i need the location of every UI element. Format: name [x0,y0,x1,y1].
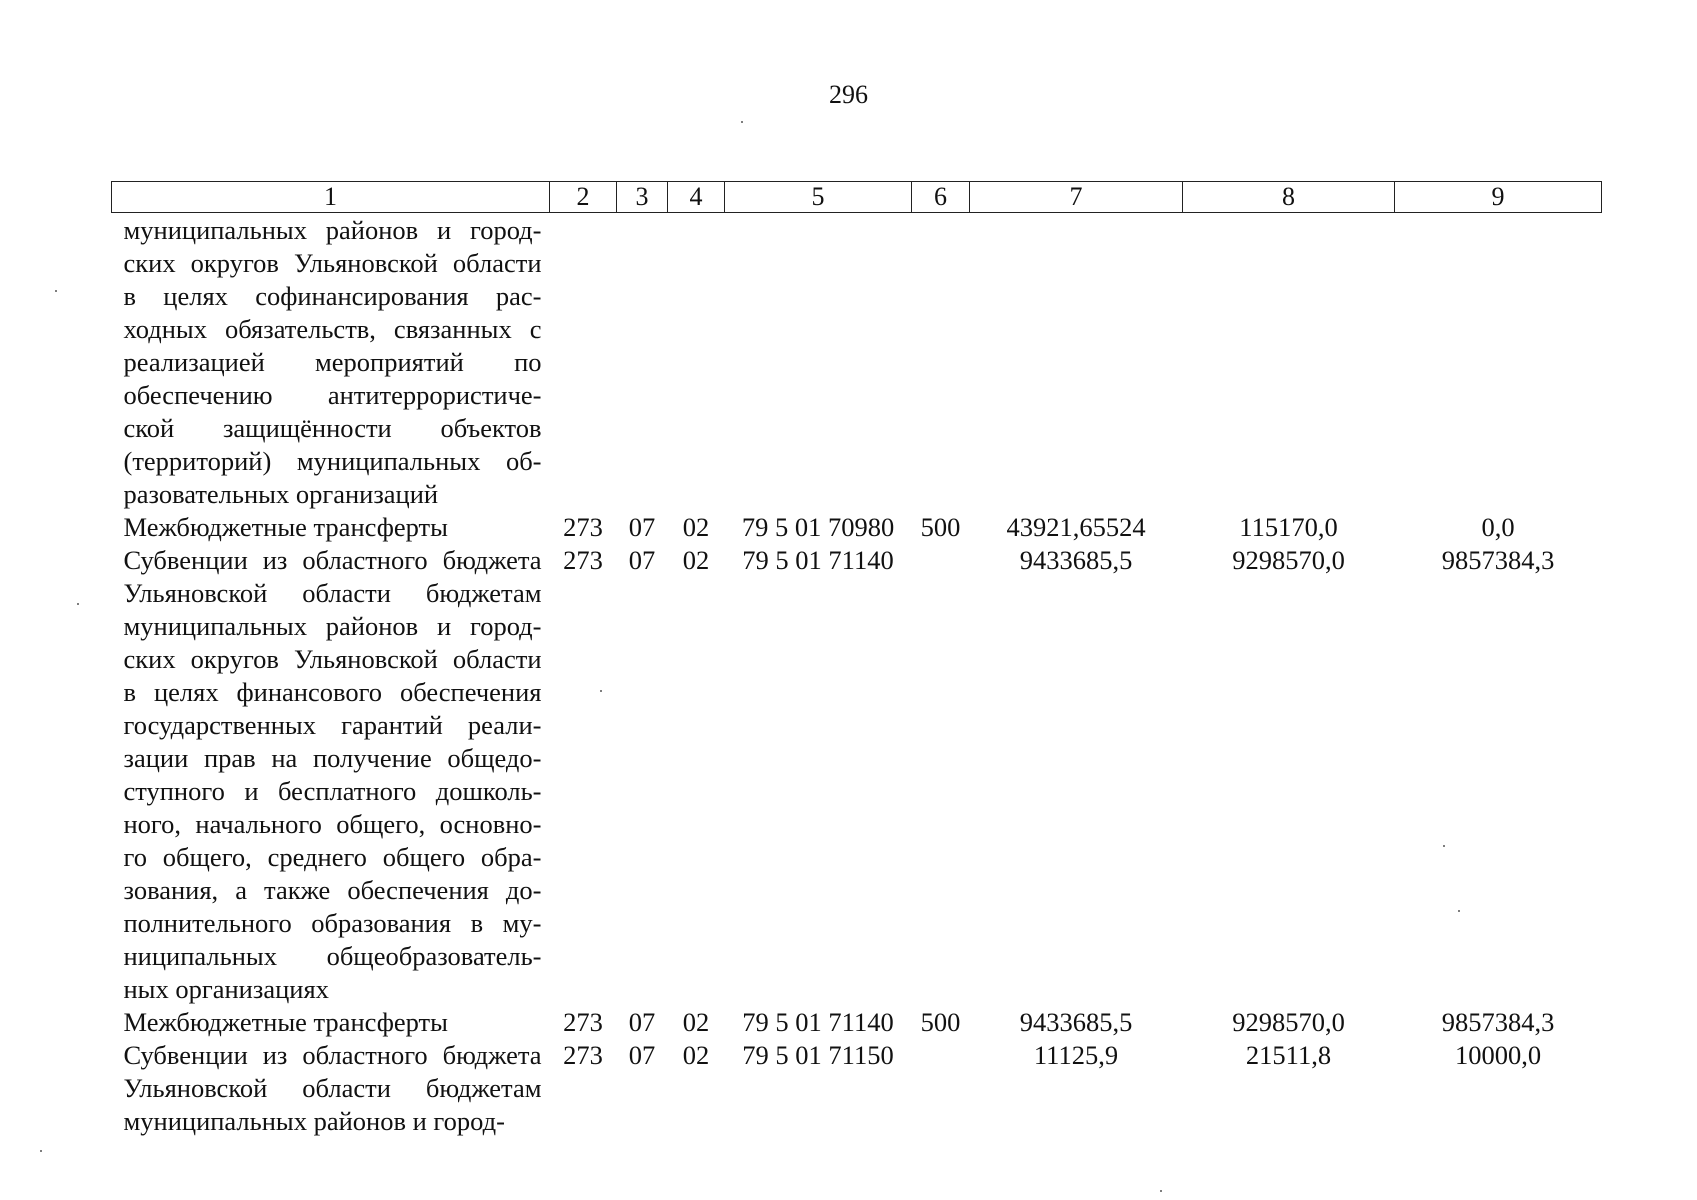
cell-col-9 [1395,213,1602,512]
cell-col-6 [912,544,970,1006]
row-description [112,213,550,512]
description-line: муниципальных районов и город- [123,1106,505,1136]
cell-col-4 [668,213,725,512]
description-line: Ульяновской области бюджетам [123,578,542,608]
row-description [112,1006,550,1039]
col-header-6: 6 [912,182,970,213]
cell-col-8 [1183,213,1395,512]
cell-col-2: 273 [563,1040,603,1070]
description-line: ходных обязательств, связанных с [123,314,542,344]
cell-col-6 [912,213,970,512]
scan-speck [55,290,57,292]
cell-col-4: 02 [682,545,710,575]
cell-col-5: 79 5 01 71140 [742,545,894,575]
row-description [112,544,550,1006]
cell-col-5: 79 5 01 70980 [741,512,895,542]
description-line: полнительного образования в му- [123,908,542,938]
col-header-3: 3 [617,182,668,213]
scan-speck [77,603,79,605]
col-header-7: 7 [970,182,1183,213]
table-header [112,182,1602,213]
description-line: муниципальных районов и город- [123,611,542,641]
page-number: 296 [829,80,868,109]
cell-col-2 [550,213,617,512]
cell-col-7 [970,213,1183,512]
description-line: ской защищённости объектов [123,413,542,443]
description-line: в целях софинансирования рас- [123,281,542,311]
cell-col-9: 9857384,3 [1441,1007,1555,1037]
col-header-8: 8 [1183,182,1395,213]
scan-speck [600,690,602,692]
col-header-4: 4 [668,182,725,213]
cell-col-4: 02 [682,1007,710,1037]
col-header-1: 1 [112,182,550,213]
cell-col-6: 500 [920,512,961,542]
table-body [112,213,1602,1139]
description-line: разовательных организаций [123,479,439,509]
cell-col-2: 273 [563,545,603,575]
scan-speck [40,1150,42,1152]
description-line: ного, начального общего, основно- [123,809,542,839]
cell-col-5 [725,213,912,512]
description-line: Межбюджетные трансферты [123,1007,448,1037]
description-line: обеспечению антитеррористиче- [123,380,542,410]
description-line: Межбюджетные трансферты [123,512,448,542]
description-line: государственных гарантий реали- [123,710,542,740]
cell-col-8: 9298570,0 [1232,545,1345,575]
description-line: ских округов Ульяновской области [123,644,542,674]
col-header-2: 2 [550,182,617,213]
cell-col-7: 9433685,5 [1019,545,1133,575]
scan-speck [1443,845,1445,847]
description-line: ступного и бесплатного дошколь- [123,776,542,806]
cell-col-8: 115170,0 [1239,512,1338,542]
cell-col-9: 10000,0 [1454,1040,1542,1070]
cell-col-3: 07 [628,1040,656,1070]
cell-col-8: 21511,8 [1245,1040,1332,1070]
scan-speck [741,121,743,123]
description-line: (территорий) муниципальных об- [123,446,542,476]
description-line: Ульяновской области бюджетам [123,1073,542,1103]
description-line: го общего, среднего общего обра- [123,842,542,872]
table-row-continuation [112,213,1602,512]
cell-col-7: 9433685,5 [1019,1007,1133,1037]
cell-col-5: 79 5 01 71140 [742,1007,894,1037]
table-row [112,511,1602,544]
cell-col-3: 07 [628,512,656,542]
row-description [112,511,550,544]
cell-col-8: 9298570,0 [1232,1007,1345,1037]
cell-col-4: 02 [682,1040,710,1070]
cell-col-6 [912,1039,970,1138]
cell-col-2: 273 [563,1007,603,1037]
description-line: ниципальных общеобразователь- [123,941,542,971]
scan-speck [1458,910,1460,912]
description-line: ских округов Ульяновской области [123,248,542,278]
cell-col-7: 11125,9 [1033,1040,1119,1070]
scan-speck [1160,1190,1162,1192]
cell-col-4: 02 [682,512,710,542]
column-number-row [112,182,1602,213]
cell-col-9: 0,0 [1481,512,1515,542]
description-line: в целях финансового обеспечения [123,677,542,707]
col-header-5: 5 [725,182,912,213]
cell-col-7: 43921,65524 [1006,512,1146,542]
description-line: зования, а также обеспечения до- [123,875,542,905]
cell-col-5: 79 5 01 71150 [742,1040,894,1070]
cell-col-3: 07 [628,545,656,575]
row-description [112,1039,550,1138]
col-header-9: 9 [1395,182,1602,213]
budget-table [111,181,1602,1138]
table-row [112,1006,1602,1039]
cell-col-3: 07 [628,1007,656,1037]
description-line: муниципальных районов и город- [123,215,542,245]
description-line: зации прав на получение общедо- [123,743,542,773]
description-line: ных организациях [123,974,329,1004]
table-row [112,1039,1602,1138]
description-line: Субвенции из областного бюджета [123,1040,542,1070]
cell-col-3 [617,213,668,512]
cell-col-2: 273 [563,512,603,542]
description-line: реализацией мероприятий по [123,347,542,377]
table-row [112,544,1602,1006]
cell-col-9: 9857384,3 [1441,545,1555,575]
cell-col-6: 500 [920,1007,961,1037]
description-line: Субвенции из областного бюджета [123,545,542,575]
